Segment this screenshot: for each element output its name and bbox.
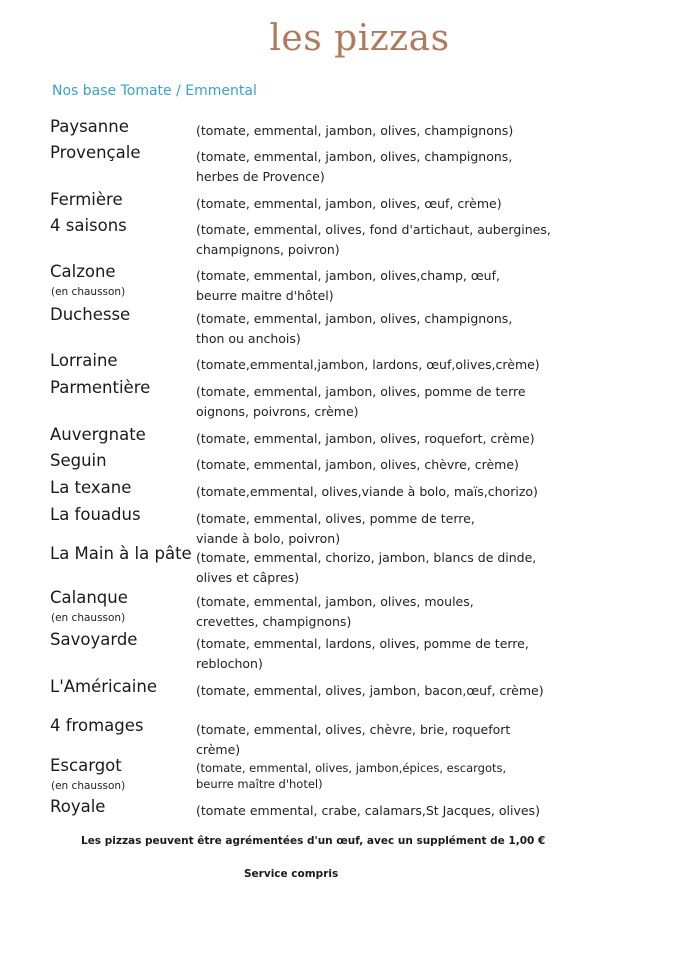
pizza-ingredients <box>196 760 536 792</box>
ingredient-line: (tomate, emmental, jambon, olives,champ, œuf, <box>196 268 500 283</box>
ingredient-line: olives et câpres) <box>196 570 300 585</box>
ingredient-line: (tomate, emmental, jambon, olives, chèvre, crème) <box>196 457 519 472</box>
service-note: Service compris <box>244 868 339 880</box>
pizza-ingredients <box>196 220 551 260</box>
pizza-ingredients <box>196 147 536 187</box>
pizza-name: Calanque <box>50 588 128 607</box>
pizza-name: Lorraine <box>50 351 118 370</box>
ingredient-line: (tomate emmental, crabe, calamars,St Jacques, olives) <box>196 803 540 818</box>
egg-supplement-note: Les pizzas peuvent être agrémentées d'un œuf, avec un supplément de 1,00 € <box>81 835 546 847</box>
ingredient-line: beurre maitre d'hôtel) <box>196 288 334 303</box>
pizza-ingredients <box>196 429 536 449</box>
pizza-ingredients <box>196 681 544 701</box>
pizza-name: Calzone <box>50 262 116 281</box>
pizza-ingredients <box>196 455 536 475</box>
ingredient-line: (tomate,emmental, olives,viande à bolo, maïs,chorizo) <box>196 484 538 499</box>
ingredient-line: (tomate, emmental, olives, fond d'artichaut, aubergines, <box>196 222 551 237</box>
page-title: les pizzas <box>269 18 450 59</box>
ingredient-line: oignons, poivrons, crème) <box>196 404 359 419</box>
pizza-ingredients <box>196 121 536 141</box>
ingredient-line: beurre maître d'hotel) <box>196 777 323 791</box>
ingredient-line: (tomate, emmental, jambon, olives, œuf, crème) <box>196 196 502 211</box>
ingredient-line: reblochon) <box>196 656 263 671</box>
ingredient-line: (tomate,emmental,jambon, lardons, œuf,olives,crème) <box>196 357 540 372</box>
pizza-name: Auvergnate <box>50 425 146 444</box>
ingredient-line: (tomate, emmental, olives, jambon, bacon,œuf, crème) <box>196 683 544 698</box>
pizza-name: 4 saisons <box>50 216 127 235</box>
pizza-note: (en chausson) <box>51 612 126 624</box>
pizza-name: Provençale <box>50 143 141 162</box>
pizza-note: (en chausson) <box>51 780 126 792</box>
ingredient-line: crevettes, champignons) <box>196 614 352 629</box>
pizza-name: Parmentière <box>50 378 151 397</box>
ingredient-line: (tomate, emmental, olives, jambon,épices, escargots, <box>196 761 507 775</box>
ingredient-line: champignons, poivron) <box>196 242 340 257</box>
pizza-name: L'Américaine <box>50 677 157 696</box>
ingredient-line: (tomate, emmental, olives, chèvre, brie, roquefort <box>196 722 511 737</box>
ingredient-line: crème) <box>196 742 241 757</box>
pizza-name: Duchesse <box>50 305 131 324</box>
ingredient-line: (tomate, emmental, olives, pomme de terre, <box>196 511 475 526</box>
pizza-ingredients <box>196 194 536 214</box>
pizza-ingredients <box>196 482 536 502</box>
pizza-note: (en chausson) <box>51 286 126 298</box>
ingredient-line: herbes de Provence) <box>196 169 325 184</box>
ingredient-line: (tomate, emmental, jambon, olives, champignons, <box>196 149 513 164</box>
pizza-ingredients <box>196 801 540 821</box>
pizza-name: Escargot <box>50 756 122 775</box>
pizza-ingredients <box>196 382 536 422</box>
pizza-ingredients <box>196 634 536 674</box>
pizza-ingredients <box>196 509 536 549</box>
pizza-ingredients <box>196 720 536 760</box>
pizza-name: La texane <box>50 478 132 497</box>
pizza-name: 4 fromages <box>50 716 144 735</box>
ingredient-line: (tomate, emmental, jambon, olives, pomme de terre <box>196 384 526 399</box>
menu-subtitle: Nos base Tomate / Emmental <box>52 83 257 99</box>
ingredient-line: (tomate, emmental, jambon, olives, champignons, <box>196 311 513 326</box>
pizza-ingredients <box>196 592 536 632</box>
pizza-name: Seguin <box>50 451 107 470</box>
ingredient-line: (tomate, emmental, jambon, olives, moules, <box>196 594 474 609</box>
ingredient-line: (tomate, emmental, chorizo, jambon, blancs de dinde, <box>196 550 537 565</box>
ingredient-line: (tomate, emmental, lardons, olives, pomme de terre, <box>196 636 529 651</box>
pizza-name: Fermière <box>50 190 123 209</box>
pizza-name: Paysanne <box>50 117 129 136</box>
ingredient-line: thon ou anchois) <box>196 331 301 346</box>
pizza-ingredients <box>196 266 536 306</box>
pizza-ingredients <box>196 309 536 349</box>
ingredient-line: (tomate, emmental, jambon, olives, champignons) <box>196 123 514 138</box>
pizza-name: La Main à la pâte <box>50 544 192 563</box>
ingredient-line: (tomate, emmental, jambon, olives, roquefort, crème) <box>196 431 535 446</box>
ingredient-line: viande à bolo, poivron) <box>196 531 341 546</box>
pizza-name: La fouadus <box>50 505 141 524</box>
pizza-ingredients <box>196 355 540 375</box>
pizza-name: Savoyarde <box>50 630 138 649</box>
pizza-name: Royale <box>50 797 106 816</box>
pizza-ingredients <box>196 548 536 588</box>
